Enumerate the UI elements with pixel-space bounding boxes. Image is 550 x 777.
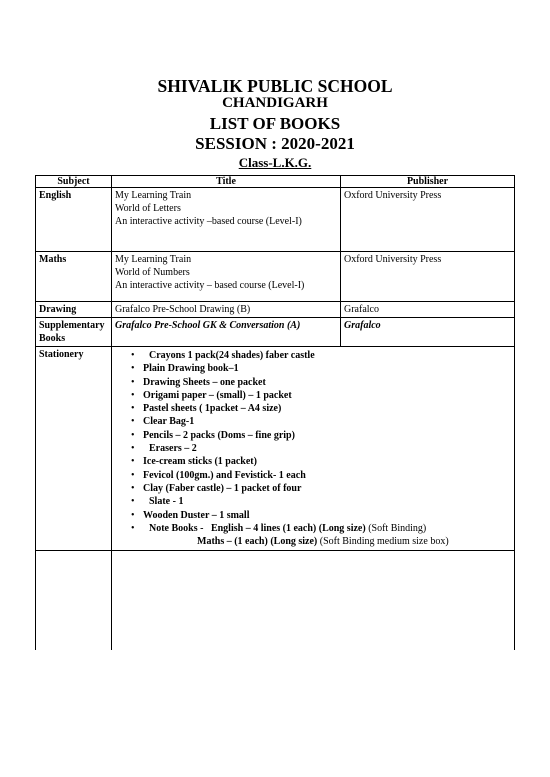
list-item: • Pastel sheets ( 1packet – A4 size) <box>143 402 511 415</box>
notebooks-maths-note: (Soft Binding medium size box) <box>319 536 449 548</box>
title-cell <box>112 252 341 302</box>
notebooks-maths-line <box>115 535 511 548</box>
list-item: • Wooden Duster – 1 small <box>143 509 511 522</box>
title-line: An interactive activity – based course (Level-I) <box>115 280 305 291</box>
class-label: Class-L.K.G. <box>238 155 312 170</box>
title-cell: Grafalco Pre-School GK & Conversation (A) <box>112 318 341 347</box>
stationery-row <box>36 347 515 551</box>
header-publisher: Publisher <box>341 176 515 188</box>
title-line: World of Letters <box>115 203 181 214</box>
notebooks-item <box>143 522 511 535</box>
list-item: • Fevicol (100gm.) and Fevistick- 1 each <box>143 469 511 482</box>
subject-cell: English <box>36 188 112 252</box>
school-name: SHIVALIK PUBLIC SCHOOL <box>157 76 393 96</box>
list-item: • Erasers – 2 <box>143 442 511 455</box>
subject-cell: Stationery <box>36 347 112 551</box>
title-line: My Learning Train <box>115 190 192 201</box>
stationery-list-cell <box>112 347 515 551</box>
publisher-cell: Grafalco <box>341 318 515 347</box>
table-header-row <box>36 176 515 188</box>
subject-cell: Drawing <box>36 302 112 318</box>
header-subject: Subject <box>36 176 112 188</box>
publisher-cell: Oxford University Press <box>341 188 515 252</box>
table-row <box>36 302 515 318</box>
list-item: • Ice-cream sticks (1 packet) <box>143 455 511 468</box>
stationery-list <box>115 349 511 535</box>
title-line: World of Numbers <box>115 267 190 278</box>
subject-cell: Supplementary Books <box>36 318 112 347</box>
city: CHANDIGARH <box>222 95 328 111</box>
notebooks-label: Note Books - <box>149 522 204 534</box>
list-item: • Clear Bag-1 <box>143 415 511 428</box>
title-cell <box>112 188 341 252</box>
table-row <box>36 188 515 252</box>
title-line: An interactive activity –based course (Level-I) <box>115 216 302 227</box>
notebooks-english: English – 4 lines (1 each) (Long size) <box>210 522 366 534</box>
table-row <box>36 318 515 347</box>
list-item: • Origami paper – (small) – 1 packet <box>143 389 511 402</box>
empty-cell <box>36 551 112 650</box>
session: SESSION : 2020-2021 <box>195 134 355 153</box>
list-item: • Slate - 1 <box>143 495 511 508</box>
subject-cell: Maths <box>36 252 112 302</box>
list-item: • Clay (Faber castle) – 1 packet of four <box>143 482 511 495</box>
list-title: LIST OF BOOKS <box>209 114 341 133</box>
empty-cell <box>112 551 515 650</box>
list-item: • Drawing Sheets – one packet <box>143 376 511 389</box>
list-item: • Pencils – 2 packs (Doms – fine grip) <box>143 429 511 442</box>
header-title: Title <box>112 176 341 188</box>
title-line: My Learning Train <box>115 254 192 265</box>
title-cell: Grafalco Pre-School Drawing (B) <box>112 302 341 318</box>
notebooks-maths: Maths – (1 each) (Long size) <box>197 536 318 548</box>
books-table <box>35 175 515 650</box>
list-item: • Crayons 1 pack(24 shades) faber castle <box>143 349 511 362</box>
list-item: • Plain Drawing book–1 <box>143 362 511 375</box>
publisher-cell: Oxford University Press <box>341 252 515 302</box>
empty-row <box>36 551 515 650</box>
table-row <box>36 252 515 302</box>
notebooks-english-note: (Soft Binding) <box>368 522 427 534</box>
publisher-cell: Grafalco <box>341 302 515 318</box>
